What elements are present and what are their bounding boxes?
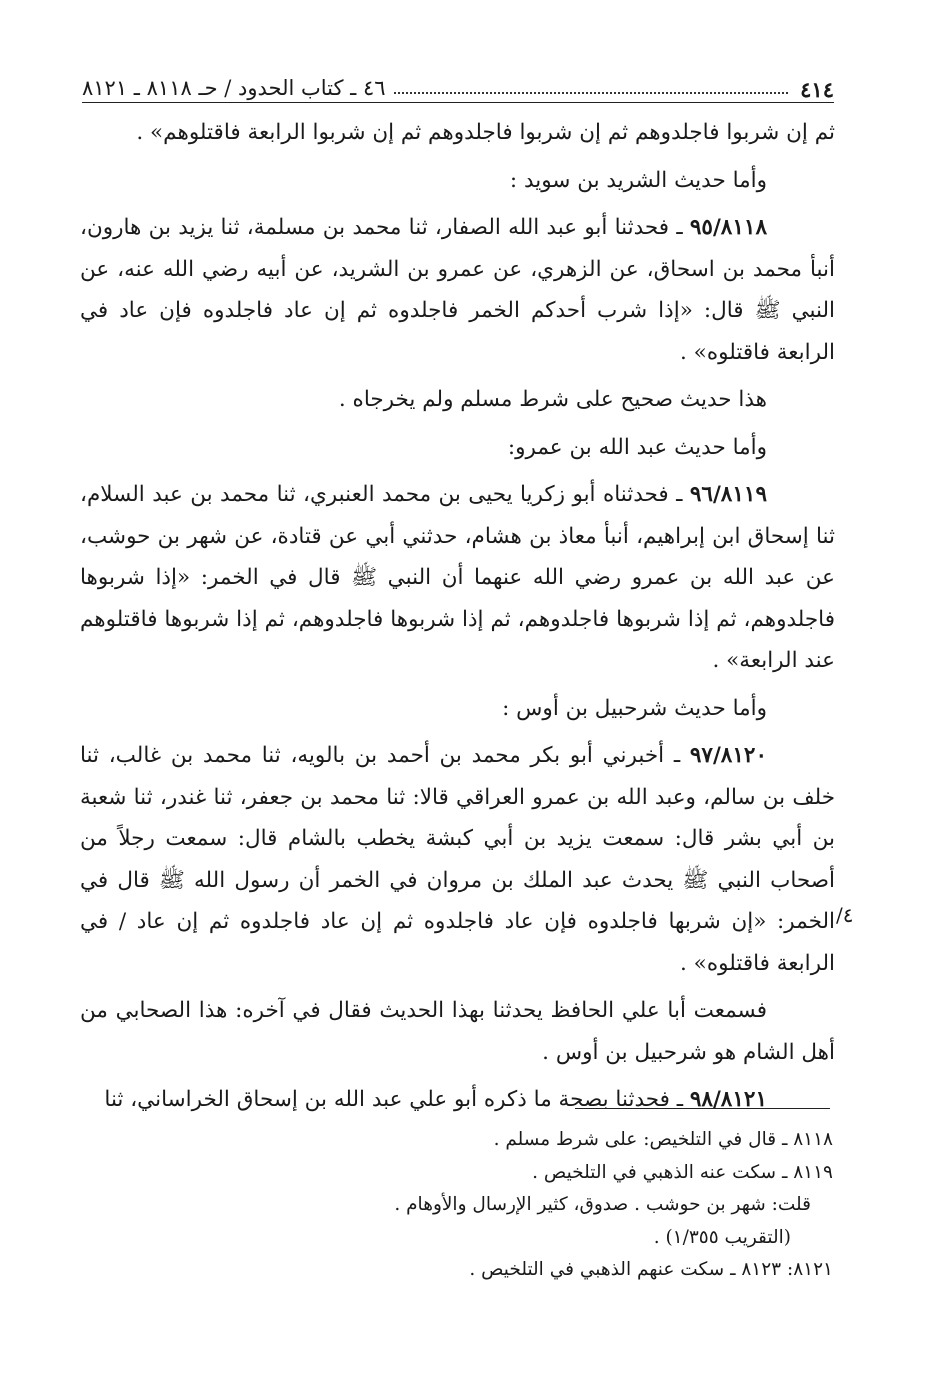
running-header <box>82 62 834 103</box>
paragraph-abu-ali: فسمعت أبا علي الحافظ يحدثنا بهذا الحديث فقال في آخره: هذا الصحابي من أهل الشام هو شرحبيل بن أوس . <box>80 998 835 1065</box>
paragraph-section-shurahbil: وأما حديث شرحبيل بن أوس : <box>502 695 767 721</box>
paragraph-section-shareed: وأما حديث الشريد بن سويد : <box>509 167 767 193</box>
hadith-8121 <box>80 1079 835 1121</box>
footnote-8119-note: قلت: شهر بن حوشب . صدوق، كثير الإرسال والأوهام . <box>394 1194 811 1215</box>
hadith-number: ٩٧/٨١٢٠ <box>689 743 767 768</box>
hadith-8120 <box>80 735 835 984</box>
paragraph-grading: هذا حديث صحيح على شرط مسلم ولم يخرجاه . <box>338 387 767 412</box>
hadith-text: ـ فحدثنا أبو عبد الله الصفار، ثنا محمد بن مسلمة، ثنا يزيد بن هارون، أنبأ محمد بن اسحاق، عن الزهري، عن عمرو بن الشريد، عن أبيه رضي الله عنه، عن النبي ﷺ قال: «إذا شرب أحدكم الخمر فاجلدوه ثم إن عاد فاجلدوه فإن عاد في الرابعة فاقتلوه» . <box>80 215 835 365</box>
hadith-number: ٩٨/٨١٢١ <box>689 1087 767 1112</box>
manuscript-page-marker: ٤/ <box>836 903 854 927</box>
hadith-text: ـ فحدثنا بصحة ما ذكره أبو علي عبد الله بن إسحاق الخراساني، ثنا <box>104 1087 690 1112</box>
footnote-divider <box>575 1108 830 1109</box>
main-text <box>80 112 835 1127</box>
footnote-8119: ٨١١٩ ـ سكت عنه الذهبي في التلخيص . <box>532 1161 833 1183</box>
footnote-8119-reference: (التقريب ١/٣٥٥) . <box>653 1226 791 1248</box>
hadith-number: ٩٥/٨١١٨ <box>689 215 767 240</box>
hadith-number: ٩٦/٨١١٩ <box>689 482 767 507</box>
footnote-8121: ٨١٢١: ٨١٢٣ ـ سكت عنهم الذهبي في التلخيص . <box>469 1259 833 1280</box>
hadith-8119 <box>80 474 835 682</box>
footnote-8118: ٨١١٨ ـ قال في التلخيص: على شرط مسلم . <box>493 1129 833 1150</box>
header-dot-leader <box>394 92 789 94</box>
paragraph-section-abdullah: وأما حديث عبد الله بن عمرو: <box>507 434 767 460</box>
hadith-8118 <box>80 207 835 373</box>
header-title: ٤٦ ـ كتاب الحدود / حـ ٨١١٨ ـ ٨١٢١ <box>82 76 386 100</box>
hadith-text: ـ فحدثناه أبو زكريا يحيى بن محمد العنبري، ثنا محمد بن عبد السلام، ثنا إسحاق ابن إبراهيم، أنبأ معاذ بن هشام، حدثني أبي عن قتادة، عن شهر بن حوشب، عن عبد الله بن عمرو رضي الله عنهما أن النبي ﷺ قال في الخمر: «إذا شربوها فاجلدوهم، ثم إذا شربوها فاجلدوهم، ثم إذا شربوها فاجلدوهم، ثم إذا شربوها فاقتلوهم عند الرابعة» . <box>80 482 835 673</box>
hadith-text: ـ أخبرني أبو بكر محمد بن أحمد بن بالويه، ثنا محمد بن غالب، ثنا خلف بن سالم، وعبد الله بن عمرو العراقي قالا: ثنا محمد بن جعفر، ثنا غندر، ثنا شعبة بن أبي بشر قال: سمعت يزيد بن أبي كبشة يخطب بالشام قال: سمعت رجلاً من أصحاب النبي ﷺ يحدث عبد الملك بن مروان في الخمر أن رسول الله ﷺ قال في الخمر: «إن شربها فاجلدوه فإن عاد فاجلدوه ثم إن عاد فاجلدوه ثم إن عاد / في الرابعة فاقتلوه» . <box>80 743 835 976</box>
footnotes <box>300 1124 833 1287</box>
paragraph-continuation: ثم إن شربوا فاجلدوهم ثم إن شربوا فاجلدوهم ثم إن شربوا الرابعة فاقتلوهم» . <box>136 120 835 145</box>
page-number: ٤١٤ <box>800 77 834 102</box>
